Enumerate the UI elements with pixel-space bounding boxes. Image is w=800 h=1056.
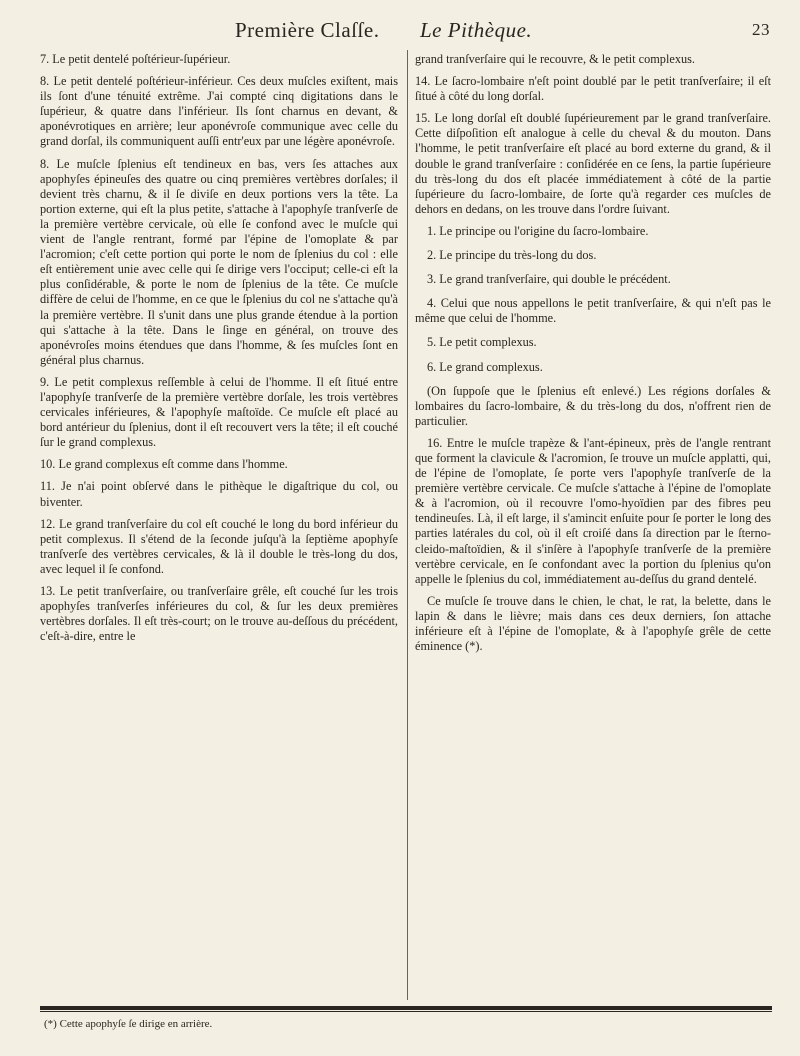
- paragraph: Ce muſcle ſe trouve dans le chien, le chat, le rat, la belette, dans le lapin & dans le lièvre; mais dans ces deux derniers, ſon attache inférieure eſt à l'épine de l'omoplate, & à l'apophyſe grêle de cette éminence (*).: [415, 593, 771, 654]
- list-item: 1. Le principe ou l'origine du ſacro-lombaire.: [427, 223, 649, 238]
- column-divider: [407, 50, 408, 1000]
- footer-rule: [40, 1006, 772, 1010]
- list-item: 2. Le principe du très-long du dos.: [427, 248, 597, 263]
- paragraph: 7. Le petit dentelé poſtérieur-ſupérieur.: [40, 52, 231, 66]
- paragraph: 15. Le long dorſal eſt doublé ſupérieurement par le grand tranſverſaire. Cette diſpoſition eſt analogue à celle du cheval & du mouton. Dans l'homme, le petit tranſverſaire eſt placé au bord externe du grand, & il double le grand tranſverſaire : conſidérée en ce ſens, la partie ſupérieure du très-long du dos eſt placée immédiatement à côté de la partie ſupérieure du ſacro-lombaire, de ſorte qu'à regarder ces muſcles de dehors en dedans, on les trouve dans l'ordre ſuivant.: [415, 111, 771, 216]
- left-column: [40, 52, 398, 651]
- paragraph: 9. Le petit complexus reſſemble à celui de l'homme. Il eſt ſitué entre l'apophyſe tranſverſe de la première vertèbre dorſale, les trois vertèbres cervicales inférieures, & l'apophyſe maſtoïde. Ce muſcle eſt placé au bord antérieur du ſplenius, dont il eſt recouvert vers la tête; il eſt couché ſur le grand complexus.: [40, 374, 398, 450]
- paragraph: 8. Le petit dentelé poſtérieur-inférieur. Ces deux muſcles exiſtent, mais ils ſont d'une ténuité extrême. J'ai compté cinq digitations dans le ſupérieur, & quatre dans l'inférieur. Ils ſont charnus en devant, & aponévrotiques en arrière; leur aponévroſe communique avec celle du grand dorſal, ils communiquent auſſi entr'eux par une légère aponévroſe.: [40, 74, 398, 149]
- footer-rule-thin: [40, 1011, 772, 1012]
- list-item: 6. Le grand complexus.: [427, 359, 543, 374]
- paragraph: 16. Entre le muſcle trapèze & l'ant-épineux, près de l'angle rentrant que forment la clavicule & l'acromion, ſe trouve un muſcle applatti, qui, de l'épine de l'omoplate, ſe porte vers l'apophyſe tranſverſe de la première vertèbre cervicale. Ce muſcle s'attache à l'épine de l'omoplate & à l'acromion, où il recouvre l'omo-hyoïdien par des fibres peu tendineuſes. Là, il eſt large, il s'amincit enſuite pour ſe porter le long des parties latérales du col, où il eſt croiſé dans ſa direction par le ſterno-cleido-maſtoïdien, & il s'inſère à l'apophyſe tranſverſe de la première vertèbre cervicale, en ſe confondant avec la portion du ſplenius qu'on appelle le ſplenius du col, immédiatement au-deſſus du grand dentelé.: [415, 435, 771, 586]
- paragraph: 10. Le grand complexus eſt comme dans l'homme.: [40, 457, 288, 472]
- footnote: (*) Cette apophyſe ſe dirige en arrière.: [44, 1018, 213, 1030]
- header-subtitle: Le Pithèque.: [420, 18, 533, 42]
- paragraph: (On ſuppoſe que le ſplenius eſt enlevé.) Les régions dorſales & lombaires du ſacro-lombaire, & du très-long du dos, n'offrent rien de particulier.: [415, 383, 771, 428]
- running-header: [0, 14, 800, 50]
- paragraph: 14. Le ſacro-lombaire n'eſt point doublé par le petit tranſverſaire; il eſt ſitué à côté du long dorſal.: [415, 74, 771, 104]
- paragraph: 8. Le muſcle ſplenius eſt tendineux en bas, vers ſes attaches aux apophyſes épineuſes des quatre ou cinq premières vertèbres dorſales; il devient très charnu, & il ſe diviſe en deux portions vers la tête. La portion externe, qui eſt la plus petite, s'attache à l'apophyſe tranſverſe de la première vertèbre cervicale, où elle ſe confond avec le muſcle qui vient de l'angle rentrant, formé par l'épine de l'omoplate & par l'acromion; c'eſt cette portion qui porte le nom de ſplenius du col : elle eſt entièrement unie avec celle qui ſe dirige vers l'occiput; celle-ci eſt la plus conſidérable, & porte le nom de ſplenius de la tête. Ce muſcle diffère de celui de l'homme, en ce que le ſplenius du col ne s'attache qu'à la première vertèbre. Il s'unit dans une plus grande étendue à la portion qui s'attache à la tête. Dans le ſinge en général, on trouve des aponévroſes moins étendues que dans l'homme, & ſes muſcles ſont en général plus charnus.: [40, 156, 398, 367]
- list-item: 3. Le grand tranſverſaire, qui double le précédent.: [427, 272, 671, 287]
- paragraph: 13. Le petit tranſverſaire, ou tranſverſaire grêle, eſt couché ſur les trois apophyſes tranſverſes inférieures du col, & ſur les deux premières vertèbres dorſales. Il eſt très-court; on le trouve au-deſſous du précédent, c'eſt-à-dire, entre le: [40, 584, 398, 644]
- list-item: 4. Celui que nous appellons le petit tranſverſaire, & qui n'eſt pas le même que celui de l'homme.: [415, 296, 771, 326]
- page-number: 23: [752, 20, 770, 39]
- right-column: [415, 52, 771, 661]
- paragraph: grand tranſverſaire qui le recouvre, & le petit complexus.: [415, 52, 695, 66]
- paragraph: 11. Je n'ai point obſervé dans le pithèque le digaſtrique du col, ou biventer.: [40, 479, 398, 509]
- paragraph: 12. Le grand tranſverſaire du col eſt couché le long du bord inférieur du petit complexus. Il s'étend de la ſeconde juſqu'à la ſeptième apophyſe tranſverſe des vertèbres cervicales, & là il double le très-long du dos, avec lequel il ſe confond.: [40, 516, 398, 576]
- header-title: Première Claſſe.: [235, 18, 380, 42]
- list-item: 5. Le petit complexus.: [427, 335, 537, 350]
